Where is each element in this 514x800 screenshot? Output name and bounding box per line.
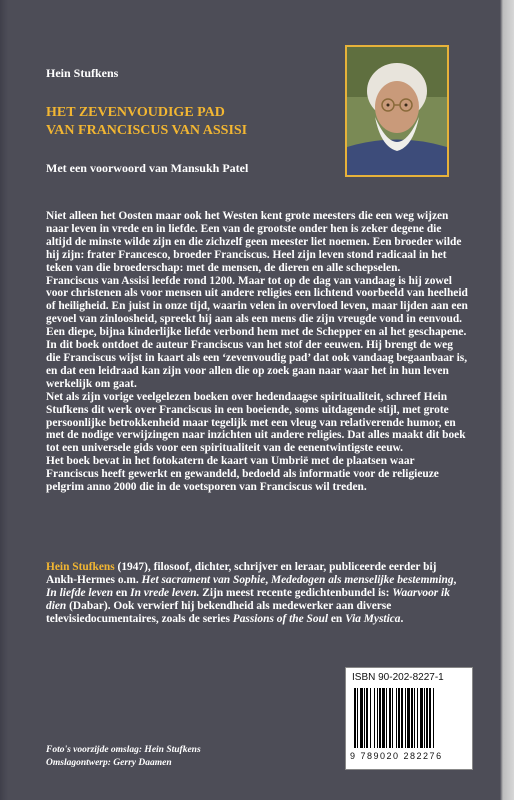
design-credit: Omslagontwerp: Gerry Daamen: [46, 758, 172, 768]
series-title-ref: Via Mystica: [345, 612, 401, 625]
blurb-paragraph: Het boek bevat in het fotokatern de kaart van Umbrië met de plaatsen waar Franciscus heeft gewerkt en gewandeld, bedoeld als informatie voor de religieuze pelgrim anno 2000 die in de voetsporen van Franciscus wil treden.: [46, 455, 439, 494]
foreword-line: Met een voorwoord van Mansukh Patel: [46, 161, 249, 175]
isbn-number: ISBN 90-202-8227-1: [352, 672, 444, 683]
book-title-ref: Waarvoor ik dien: [46, 586, 450, 612]
blurb-paragraph: In dit boek ontdoet de auteur Franciscus van het stof der eeuwen. Hij brengt de weg die Franciscus wijst in kaart als een ‘zevenvoudig pad’ dat ook vandaag begaanbaar is, en dat een leidraad kan zijn voor allen die op zoek gaan naar waar het in hun leven werkelijk om gaat.: [46, 339, 468, 390]
credits: [46, 744, 201, 770]
blurb-paragraph: Een diepe, bijna kinderlijke liefde verbond hem met de Schepper en al het geschapene.: [46, 326, 467, 339]
blurb-paragraph: Net als zijn vorige veelgelezen boeken over hedendaagse spiritualiteit, schreef Hein Stufkens dit werk over Franciscus in een boeiende, soms uitdagende stijl, met grote persoonlijke betrokkenheid maar tegelijk met een vleug van relativerende humor, en met de nodige verwijzingen naar inzichten uit andere religies. Dat alles maakt dit boek tot een universele gids voor een spiritualiteit van de eenentwintigste eeuw.: [46, 390, 466, 455]
book-title: [46, 104, 326, 140]
blurb: [46, 210, 468, 494]
barcode-icon: [352, 688, 466, 750]
photo-credit: Foto's voorzijde omslag: Hein Stufkens: [46, 745, 201, 755]
isbn-barcode-box: [345, 667, 473, 770]
book-title-ref: Mededogen als menselijke bestemming: [270, 573, 454, 586]
author-bio: Hein Stufkens (1947), filosoof, dichter, schrijver en leraar, publiceerde eerder bij Ankh-Hermes o.m. Het sacrament van Sophie, Mededogen als menselijke bestemming, In liefde leven en In vrede leven. Zijn meest recente gedichtenbundel is: Waarvoor ik dien (Dabar). Ook verwierf hij bekendheid als medewerker aan diverse televisiedocumentaires, zoals de series Passions of the Soul en Via Mystica.: [46, 561, 457, 625]
author-photo: [345, 45, 449, 177]
title-line-1: HET ZEVENVOUDIGE PAD: [46, 105, 225, 120]
bio-author-name: Hein Stufkens: [46, 561, 115, 573]
book-title-ref: Het sacrament van Sophie: [141, 573, 266, 586]
book-title-ref: In vrede leven.: [130, 586, 200, 599]
title-line-2: VAN FRANCISCUS VAN ASSISI: [46, 123, 248, 138]
author-name: Hein Stufkens: [46, 66, 119, 80]
barcode-digits: 9 789020 282276: [350, 751, 443, 761]
blurb-paragraph: Niet alleen het Oosten maar ook het Westen kent grote meesters die een weg wijzen naar leven in vrede en in liefde. Een van de grootste onder hen is zeker degene die altijd de minste wilde zijn en die zichzelf geen meester liet noemen. Een broeder wilde hij zijn: frater Francesco, broeder Franciscus. Heel zijn leven stond radicaal in het teken van die broederschap: met de mensen, de dieren en alle schepselen.: [46, 210, 462, 274]
book-title-ref: In liefde leven: [46, 586, 114, 599]
series-title-ref: Passions of the Soul: [232, 612, 329, 625]
blurb-paragraph: Franciscus van Assisi leefde rond 1200. Maar tot op de dag van vandaag is hij zowel voor christenen als voor mensen uit andere religies een lichtend voorbeeld van heelheid of heiligheid. En juist in onze tijd, waarin velen in overvloed leven, maar lijden aan een gevoel van zinloosheid, spreekt hij aan als een mens die zijn vreugde vond in eenvoud.: [46, 274, 468, 326]
